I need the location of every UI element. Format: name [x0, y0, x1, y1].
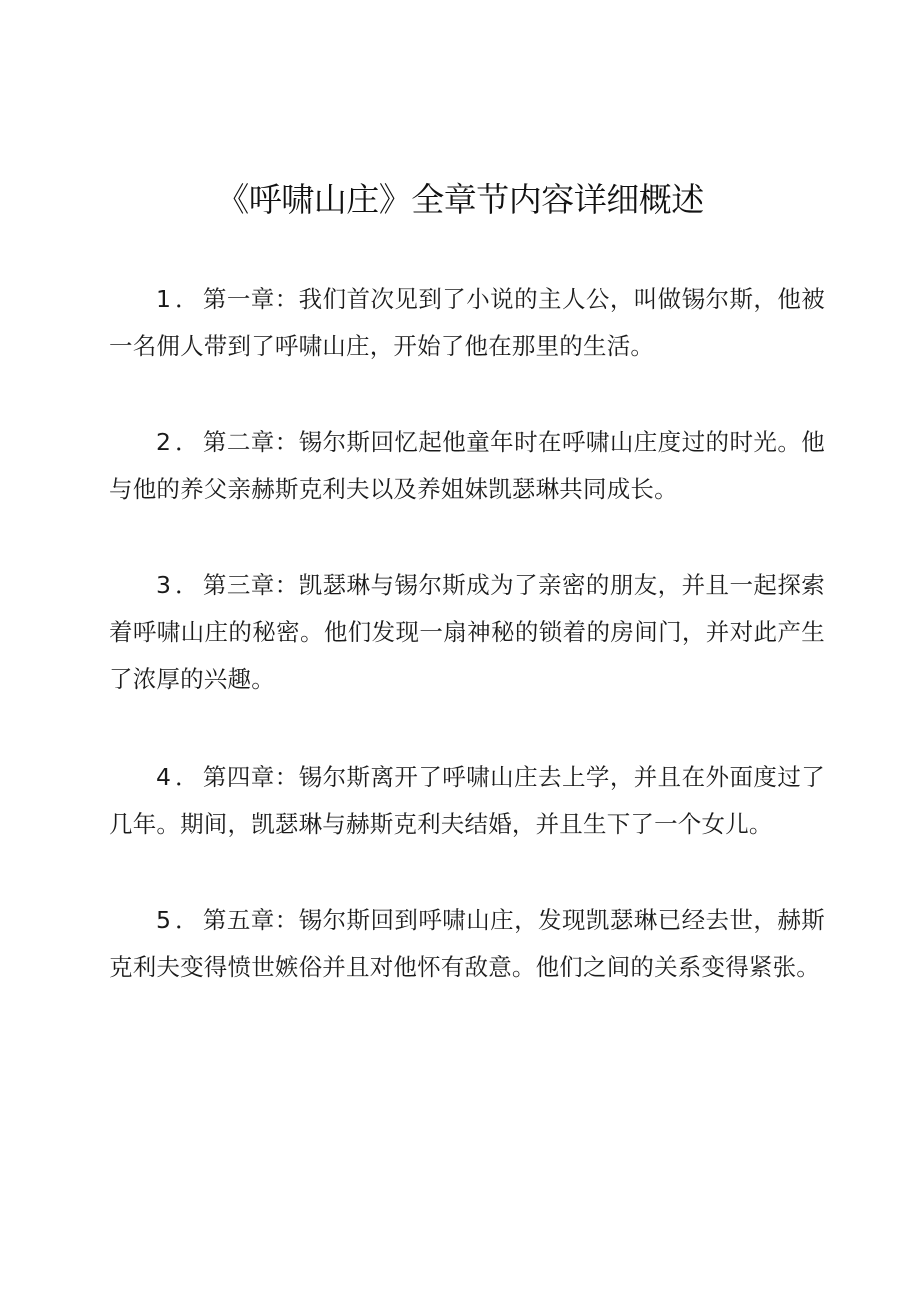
paragraph-text: 第三章：凯瑟琳与锡尔斯成为了亲密的朋友，并且一起探索着呼啸山庄的秘密。他们发现一扇神秘的锁着的房间门，并对此产生了浓厚的兴趣。 — [109, 571, 825, 693]
paragraph-number: 3． — [156, 571, 203, 599]
chapter-paragraph-2 — [109, 419, 825, 513]
chapter-paragraph-5 — [109, 897, 825, 991]
paragraph-text: 第一章：我们首次见到了小说的主人公，叫做锡尔斯，他被一名佣人带到了呼啸山庄，开始了他在那里的生活。 — [109, 285, 825, 360]
paragraph-number: 4． — [156, 763, 203, 791]
chapter-paragraph-1 — [109, 276, 825, 370]
paragraph-text: 第二章：锡尔斯回忆起他童年时在呼啸山庄度过的时光。他与他的养父亲赫斯克利夫以及养姐妹凯瑟琳共同成长。 — [109, 428, 825, 503]
paragraph-text: 第五章：锡尔斯回到呼啸山庄，发现凯瑟琳已经去世，赫斯克利夫变得愤世嫉俗并且对他怀有敌意。他们之间的关系变得紧张。 — [109, 906, 825, 981]
paragraph-number: 5． — [156, 906, 203, 934]
paragraph-number: 2． — [156, 428, 203, 456]
paragraph-text: 第四章：锡尔斯离开了呼啸山庄去上学，并且在外面度过了几年。期间，凯瑟琳与赫斯克利夫结婚，并且生下了一个女儿。 — [109, 763, 825, 838]
chapter-paragraph-4 — [109, 754, 825, 848]
paragraph-number: 1． — [156, 285, 203, 313]
document-title: 《呼啸山庄》全章节内容详细概述 — [216, 180, 704, 219]
chapter-paragraph-3 — [109, 562, 825, 703]
